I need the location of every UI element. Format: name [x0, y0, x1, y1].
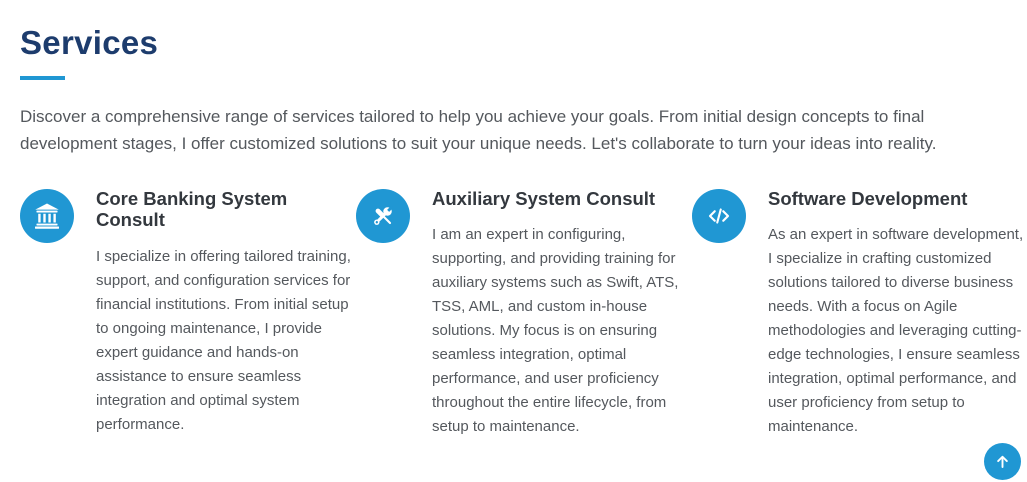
card-description: I specialize in offering tailored training, support, and configuration services for financial institutions. From initial setup to ongoing maintenance, I provide expert guidance and hands-on assistance to ensure seamless integration and optimal system performance.	[96, 247, 351, 433]
arrow-up-icon	[993, 452, 1012, 471]
card-description: As an expert in software development, I specialize in crafting customized solutions tailored to diverse business needs. With a focus on Agile methodologies and leveraging cutting-edge technologies, I ensure seamless integration, optimal performance, and user proficiency from setup to maintenance.	[768, 226, 1024, 436]
section-intro: Discover a comprehensive range of services tailored to help you achieve your goals. From initial design concepts to final development stages, I offer customized solutions to suit your unique needs. Let's collaborate to turn your ideas into reality.	[20, 106, 937, 153]
service-card-auxiliary-system	[356, 188, 692, 440]
card-description: I am an expert in configuring, supporting, and providing training for auxiliary systems such as Swift, ATS, TSS, AML, and custom in-house solutions. My focus is on ensuring seamless integration, optimal performance, and user proficiency throughout the entire lifecycle, from setup to maintenance.	[432, 226, 679, 436]
scroll-to-top-button[interactable]	[984, 443, 1021, 480]
code-icon	[692, 189, 746, 243]
card-content	[768, 188, 1026, 440]
bank-icon	[20, 189, 74, 243]
service-cards	[20, 187, 1024, 440]
card-title: Software Development	[768, 187, 968, 209]
card-content	[432, 188, 690, 440]
service-card-software-development	[692, 188, 1027, 440]
card-content	[96, 188, 354, 437]
tools-icon	[356, 189, 410, 243]
title-underline	[20, 76, 65, 80]
card-title: Auxiliary System Consult	[432, 187, 656, 209]
page-title: Services	[20, 24, 159, 61]
card-title: Core Banking System Consult	[96, 187, 288, 231]
service-card-core-banking	[20, 188, 356, 440]
